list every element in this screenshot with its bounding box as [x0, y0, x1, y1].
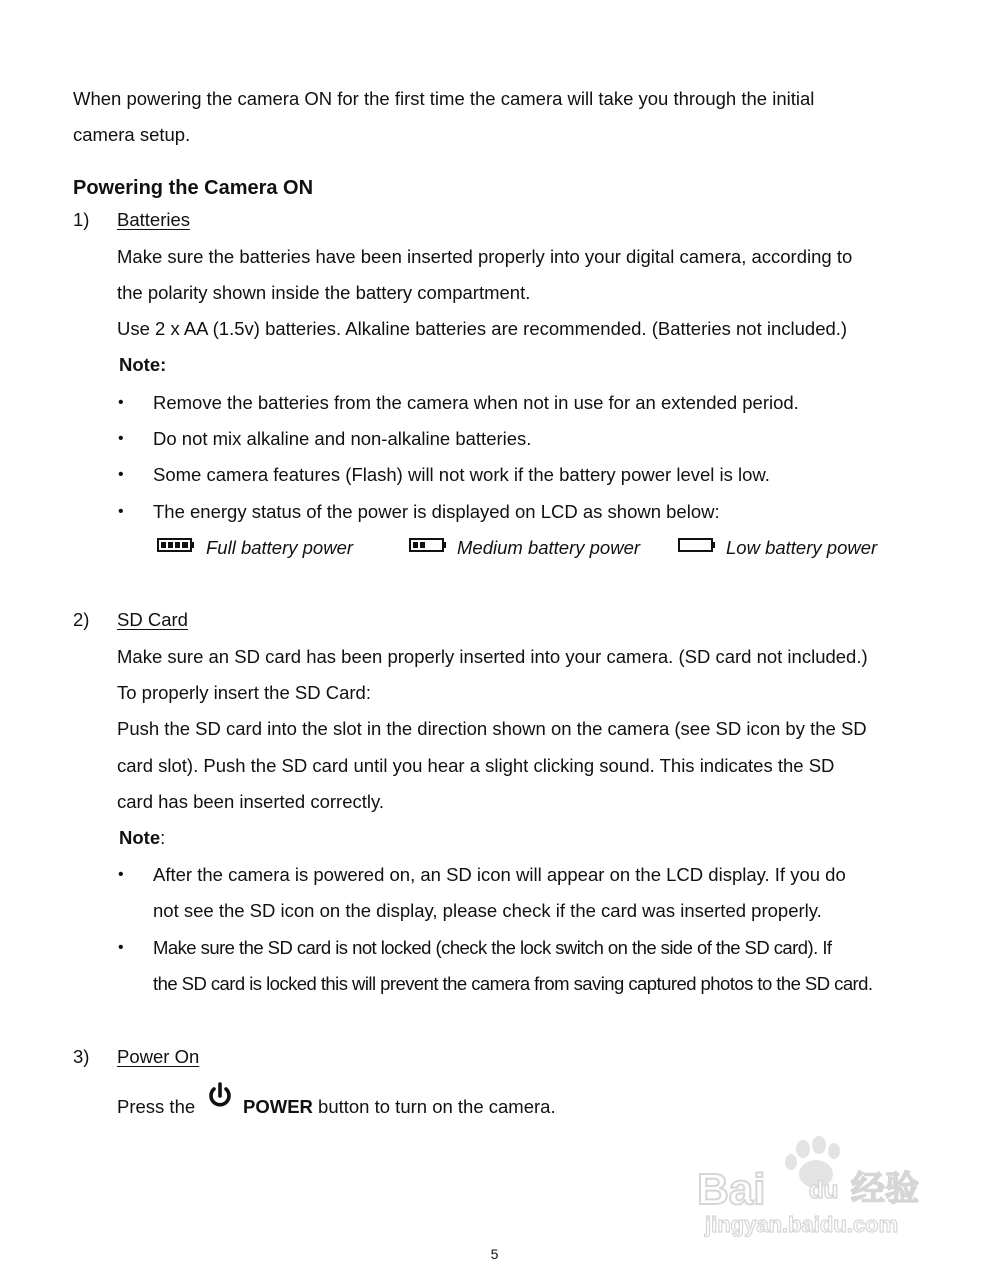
- batteries-paragraph-2: the polarity shown inside the battery compartment.: [117, 282, 531, 303]
- batteries-title: Batteries: [117, 209, 191, 230]
- sdcard-bullet-2-line-1: Make sure the SD card is not locked (check the lock switch on the side of the SD card). If: [153, 937, 832, 958]
- bullet-icon: •: [118, 503, 124, 520]
- power-instruction: [243, 1096, 556, 1118]
- sdcard-paragraph-2: To properly insert the SD Card:: [117, 682, 371, 703]
- low-battery-icon: [678, 538, 716, 552]
- batteries-bullet-1: Remove the batteries from the camera when not in use for an extended period.: [153, 392, 799, 413]
- low-battery-label: Low battery power: [726, 537, 878, 558]
- medium-battery-label: Medium battery power: [457, 537, 641, 558]
- power-pre-text: Press the: [117, 1096, 196, 1117]
- sdcard-bullet-1-line-1: After the camera is powered on, an SD icon will appear on the LCD display. If you do: [153, 864, 846, 885]
- full-battery-label: Full battery power: [206, 537, 354, 558]
- bullet-icon: •: [118, 866, 124, 883]
- power-title: Power On: [117, 1046, 200, 1067]
- intro-line-1: When powering the camera ON for the first time the camera will take you through the initial: [73, 88, 815, 109]
- watermark-url: jingyan.baidu.com: [705, 1212, 899, 1237]
- medium-battery-icon: [409, 538, 447, 552]
- sdcard-note-colon: :: [160, 827, 166, 848]
- page-number: 5: [490, 1246, 499, 1262]
- power-button-label: POWER: [243, 1096, 313, 1117]
- watermark-brand: Bai: [697, 1165, 766, 1214]
- batteries-number: 1): [73, 209, 90, 230]
- sdcard-paragraph-3: Push the SD card into the slot in the direction shown on the camera (see SD icon by the SD: [117, 718, 867, 739]
- watermark-brand-cn: 经验: [851, 1169, 919, 1209]
- sdcard-note-label: Note: [119, 827, 161, 848]
- bullet-icon: •: [118, 939, 124, 956]
- full-battery-icon: [157, 538, 195, 552]
- bullet-icon: •: [118, 394, 124, 411]
- sdcard-title: SD Card: [117, 609, 188, 630]
- power-post-text: button to turn on the camera.: [318, 1096, 556, 1117]
- sdcard-paragraph-5: card has been inserted correctly.: [117, 791, 385, 812]
- bullet-icon: •: [118, 466, 124, 483]
- sdcard-paragraph-1: Make sure an SD card has been properly inserted into your camera. (SD card not included.): [117, 646, 868, 667]
- bullet-icon: •: [118, 430, 124, 447]
- power-number: 3): [73, 1046, 90, 1067]
- power-icon: [207, 1082, 233, 1110]
- sdcard-paragraph-4: card slot). Push the SD card until you hear a slight clicking sound. This indicates the SD: [117, 755, 835, 776]
- sdcard-number: 2): [73, 609, 90, 630]
- section-title: Powering the Camera ON: [73, 177, 314, 199]
- watermark-brand-2: du: [809, 1177, 839, 1204]
- batteries-bullet-3: Some camera features (Flash) will not work if the battery power level is low.: [153, 464, 770, 485]
- sdcard-bullet-1-line-2: not see the SD icon on the display, please check if the card was inserted properly.: [153, 900, 822, 921]
- sdcard-bullet-2-line-2: the SD card is locked this will prevent the camera from saving captured photos to the SD card.: [153, 973, 873, 994]
- batteries-bullet-2: Do not mix alkaline and non-alkaline batteries.: [153, 428, 532, 449]
- intro-line-2: camera setup.: [73, 124, 191, 145]
- batteries-paragraph-3: Use 2 x AA (1.5v) batteries. Alkaline batteries are recommended. (Batteries not included.): [117, 318, 848, 339]
- batteries-paragraph-1: Make sure the batteries have been inserted properly into your digital camera, according to: [117, 246, 853, 267]
- baidu-watermark: [691, 1132, 931, 1242]
- sdcard-note: [119, 827, 165, 849]
- batteries-note-label: Note:: [119, 354, 167, 375]
- batteries-bullet-4: The energy status of the power is displayed on LCD as shown below:: [153, 501, 720, 522]
